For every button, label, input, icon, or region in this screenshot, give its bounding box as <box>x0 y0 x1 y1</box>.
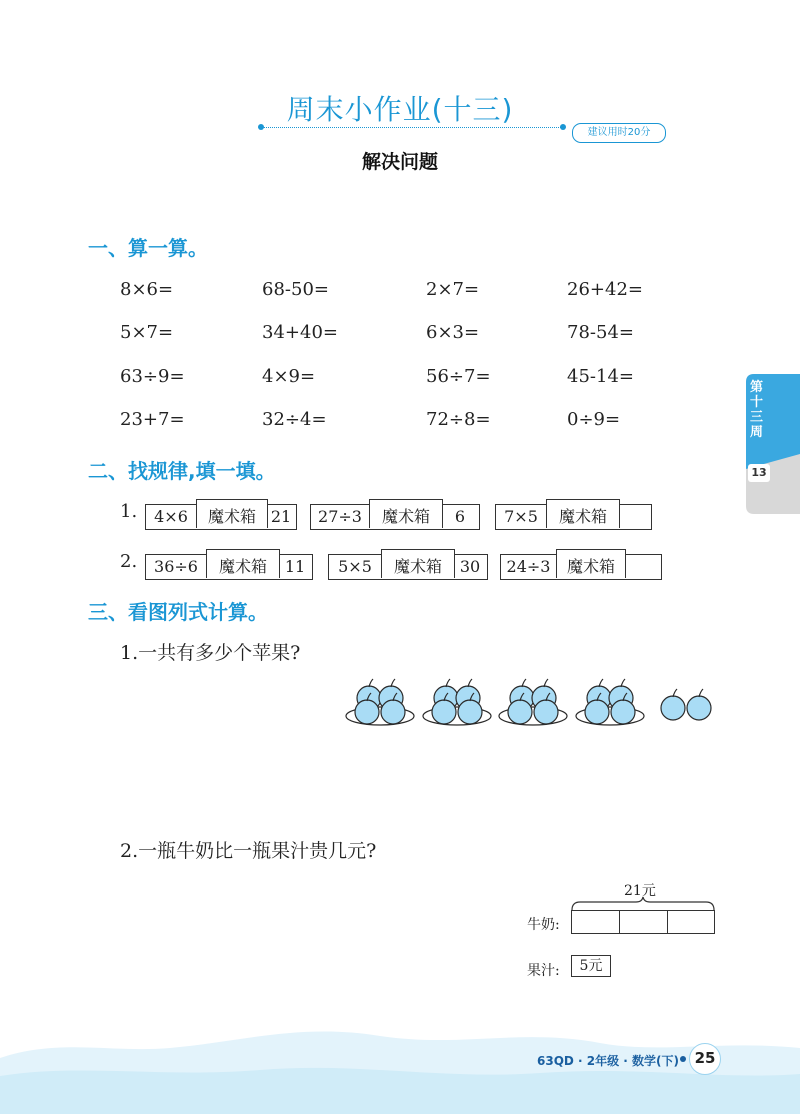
loose-apple <box>687 689 711 720</box>
title-underline <box>260 127 565 128</box>
equation: 68-50= <box>262 279 329 300</box>
magic-box-label: 魔术箱 <box>556 549 626 578</box>
subtitle: 解决问题 <box>361 151 438 173</box>
milk-label: 牛奶: <box>527 917 560 933</box>
section2-heading: 二、找规律,填一填。 <box>88 459 276 483</box>
magic-input: 4×6 <box>154 507 188 526</box>
magic-input: 36÷6 <box>154 557 198 576</box>
week-tab-label: 第十三周 <box>750 380 764 440</box>
magic-output[interactable] <box>624 555 661 579</box>
equation: 0÷9= <box>567 409 621 430</box>
plate-of-apples <box>346 679 414 725</box>
magic-box-label: 魔术箱 <box>546 499 620 528</box>
equation: 23+7= <box>120 409 185 430</box>
item-number: 1. <box>120 501 138 522</box>
question-1: 1.一共有多少个苹果? <box>120 642 301 664</box>
footer-wave <box>0 1018 800 1114</box>
magic-output[interactable]: 11 <box>284 557 306 576</box>
magic-input: 24÷3 <box>506 557 551 576</box>
magic-box-label: 魔术箱 <box>381 549 455 578</box>
magic-box-row <box>500 554 662 580</box>
time-badge: 建议用时20分 <box>572 123 666 143</box>
equation: 63÷9= <box>120 366 185 387</box>
item-number: 2. <box>120 551 138 572</box>
apples-illustration <box>340 676 720 734</box>
equation: 78-54= <box>567 322 634 343</box>
equation: 2×7= <box>426 279 480 300</box>
loose-apple <box>661 689 685 720</box>
magic-box-row <box>145 504 297 530</box>
equation: 56÷7= <box>426 366 491 387</box>
magic-box-label: 魔术箱 <box>369 499 443 528</box>
magic-input: 7×5 <box>504 507 538 526</box>
juice-bar: 5元 <box>571 955 611 977</box>
equation: 72÷8= <box>426 409 491 430</box>
magic-output[interactable]: 30 <box>459 557 481 576</box>
equation: 4×9= <box>262 366 316 387</box>
magic-output[interactable]: 6 <box>454 507 466 526</box>
equation: 8×6= <box>120 279 174 300</box>
magic-box-row <box>145 554 313 580</box>
plate-of-apples <box>576 679 644 725</box>
equation: 34+40= <box>262 322 338 343</box>
book-info: 63QD · 2年级 · 数学(下) <box>537 1054 680 1068</box>
total-price-label: 21元 <box>624 883 656 899</box>
magic-output[interactable] <box>618 505 651 529</box>
week-number-badge: 13 <box>748 464 770 482</box>
plate-of-apples <box>499 679 567 725</box>
magic-box-label: 魔术箱 <box>206 549 280 578</box>
juice-label: 果汁: <box>527 963 560 979</box>
magic-input: 5×5 <box>338 557 372 576</box>
question-2: 2.一瓶牛奶比一瓶果汁贵几元? <box>120 840 377 862</box>
section3-heading: 三、看图列式计算。 <box>88 600 268 624</box>
bar-divider <box>619 911 620 933</box>
page-number: 25 <box>694 1049 716 1067</box>
bar-divider <box>667 911 668 933</box>
magic-box-label: 魔术箱 <box>196 499 268 528</box>
section1-heading: 一、算一算。 <box>88 236 208 260</box>
magic-box-row <box>328 554 488 580</box>
magic-input: 27÷3 <box>318 507 362 526</box>
magic-output[interactable]: 21 <box>270 507 292 526</box>
page-title: 周末小作业(十三) <box>286 93 514 126</box>
equation: 5×7= <box>120 322 174 343</box>
footer-dot <box>680 1056 686 1062</box>
magic-box-row <box>310 504 480 530</box>
title-line-dot <box>560 124 566 130</box>
equation: 32÷4= <box>262 409 327 430</box>
equation: 45-14= <box>567 366 634 387</box>
plate-of-apples <box>423 679 491 725</box>
equation: 26+42= <box>567 279 643 300</box>
equation: 6×3= <box>426 322 480 343</box>
magic-box-row <box>495 504 652 530</box>
milk-bar <box>571 910 715 934</box>
